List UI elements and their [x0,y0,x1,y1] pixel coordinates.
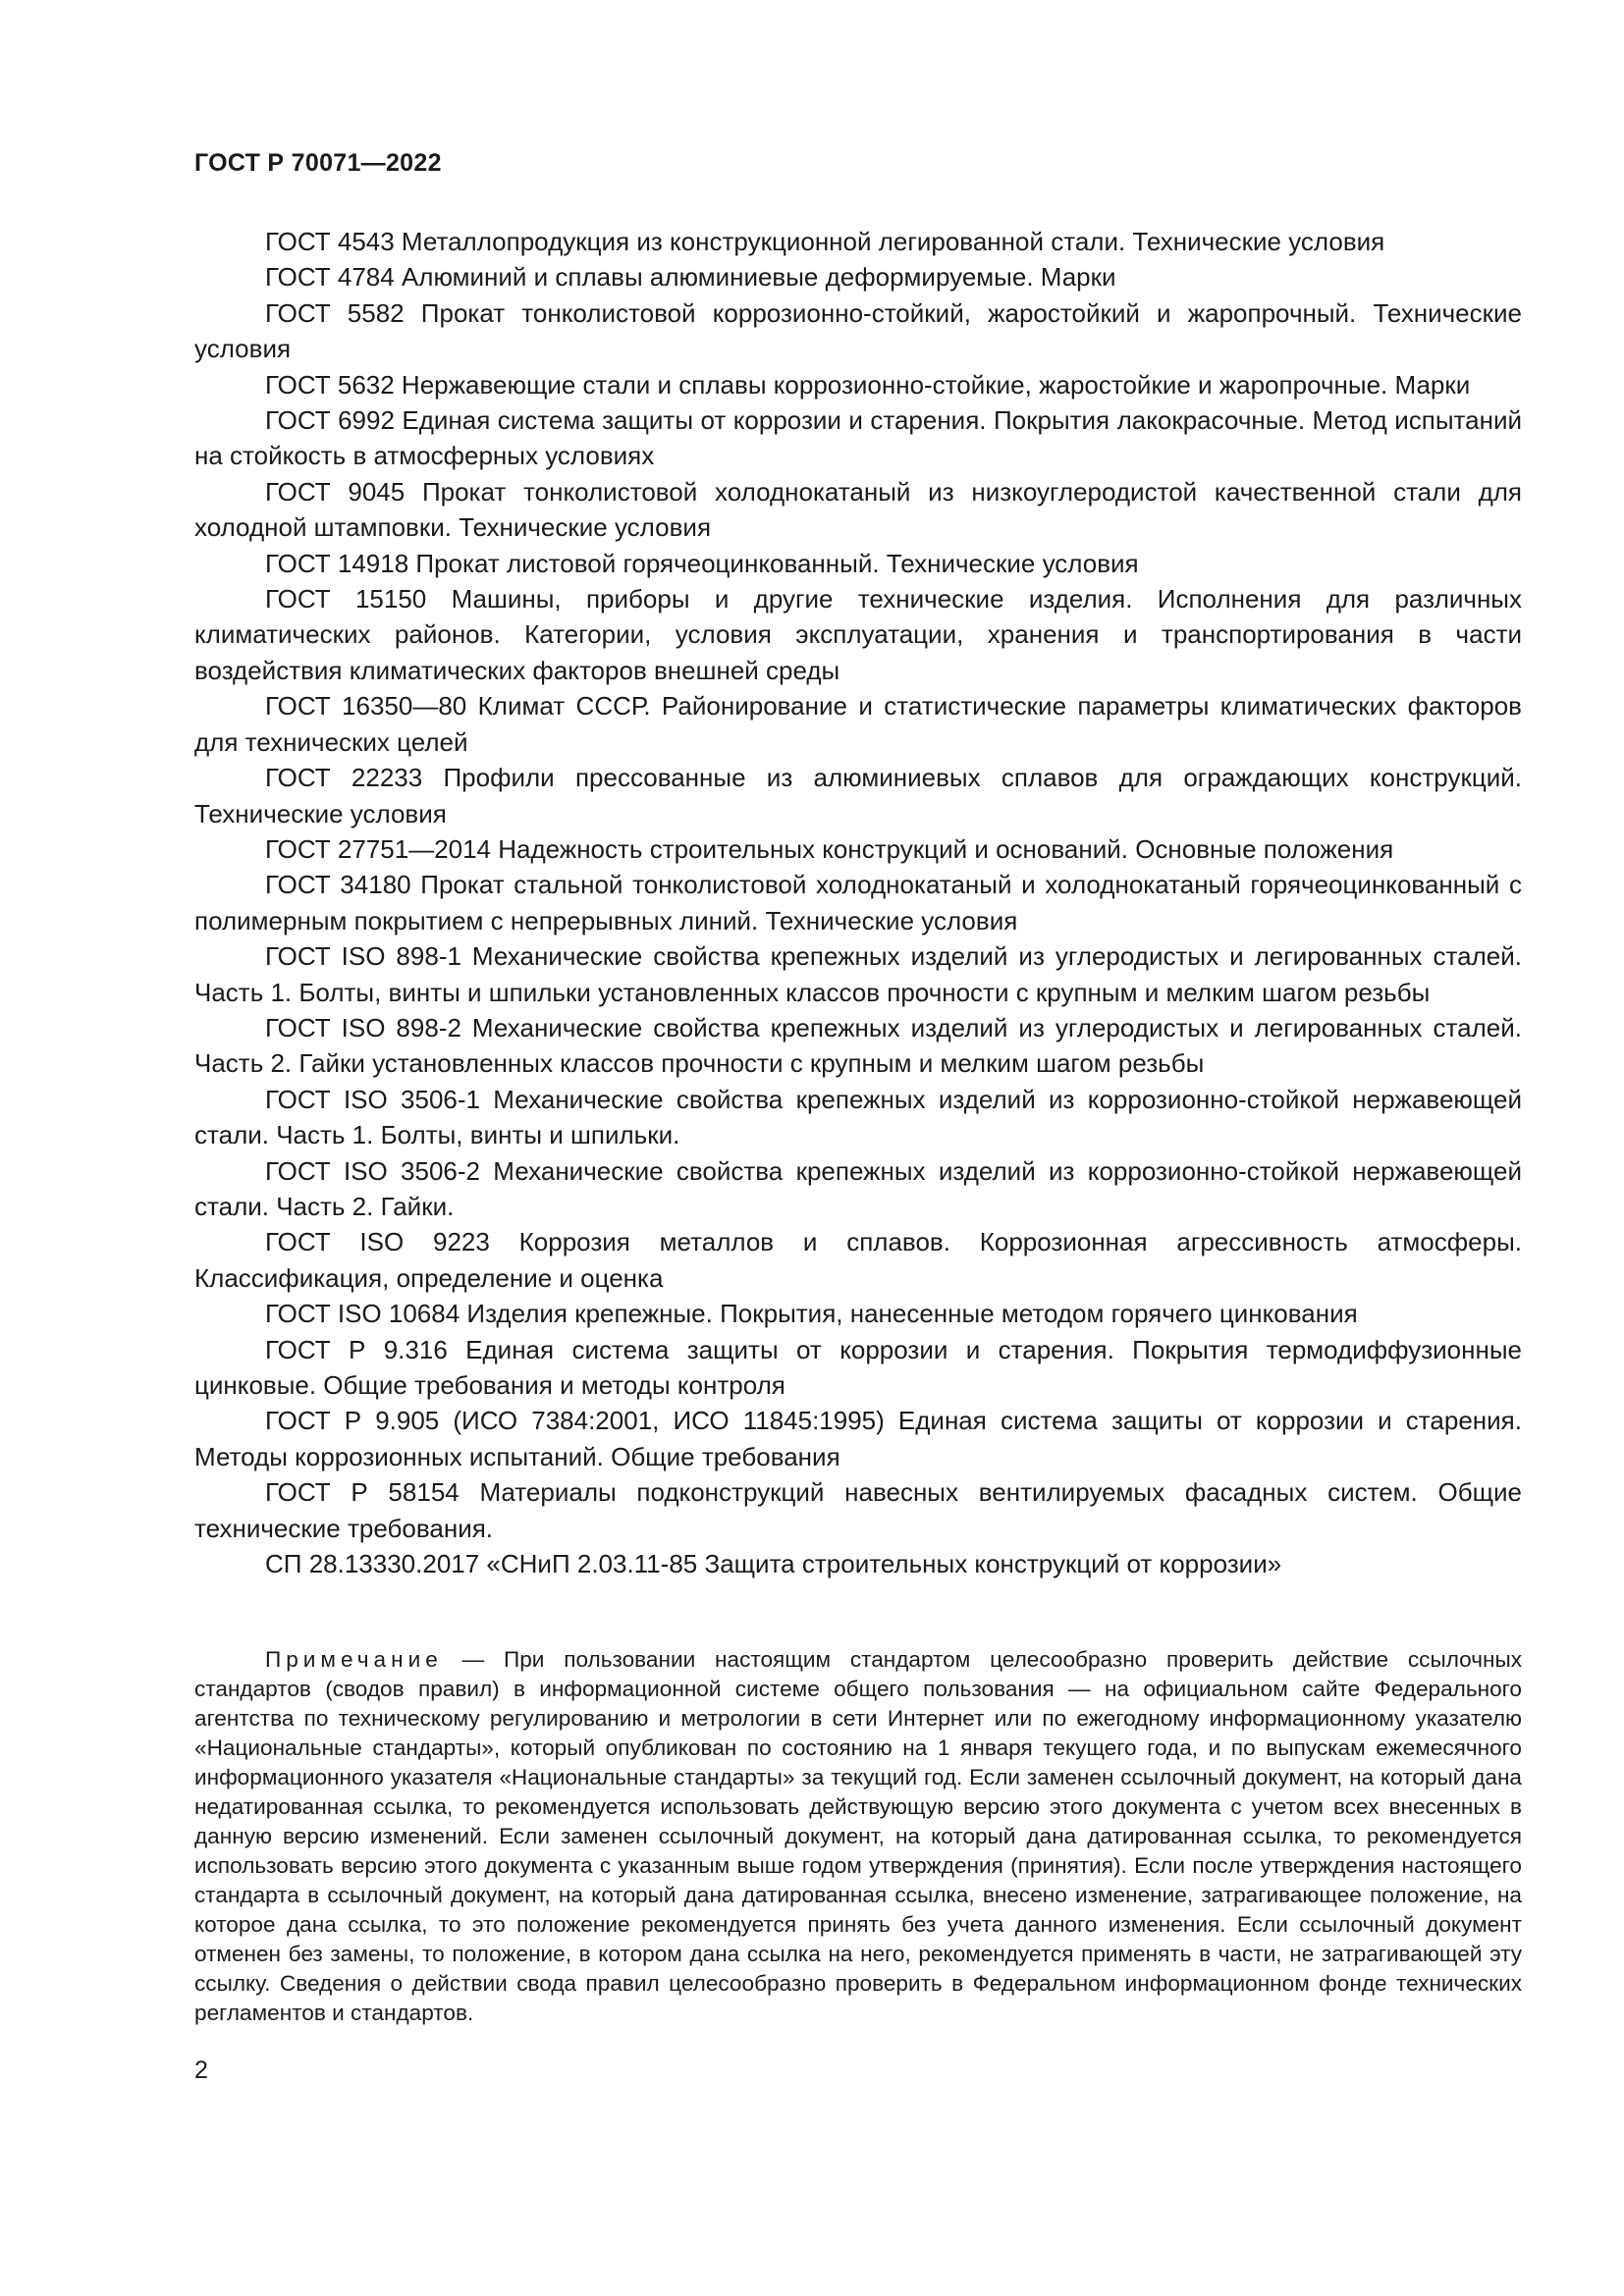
reference-item: ГОСТ 27751—2014 Надежность строительных конструкций и оснований. Основные положения [265,833,1394,864]
reference-item: ГОСТ 15150 Машины, приборы и другие технические изделия. Исполнения для различных климатических районов. Категории, условия эксплуатации, хранения и транспортирования в части воздействия климатических факторов внешней среды [194,584,1522,685]
reference-item: ГОСТ 4543 Металлопродукция из конструкционной легированной стали. Технические условия [265,227,1385,256]
note-paragraph [194,1645,1522,2028]
reference-item: СП 28.13330.2017 «СНиП 2.03.11-85 Защита строительных конструкций от коррозии» [265,1549,1282,1579]
reference-item: ГОСТ 34180 Прокат стальной тонколистовой холоднокатаный и холоднокатаный горячеоцинкованный с полимерным покрытием с непрерывных линий. Технические условия [194,870,1522,935]
reference-item: ГОСТ ISO 9223 Коррозия металлов и сплавов. Коррозионная агрессивность атмосферы. Классификация, определение и оценка [194,1227,1522,1293]
reference-item: ГОСТ 5582 Прокат тонколистовой коррозионно-стойкий, жаростойкий и жаропрочный. Технические условия [194,297,1522,364]
reference-item: ГОСТ 14918 Прокат листовой горячеоцинкованный. Технические условия [265,548,1139,578]
reference-item: ГОСТ ISO 10684 Изделия крепежные. Покрытия, нанесенные методом горячего цинкования [265,1299,1358,1329]
reference-item: ГОСТ 6992 Единая система защиты от коррозии и старения. Покрытия лакокрасочные. Метод испытаний на стойкость в атмосферных условиях [194,405,1522,471]
reference-item: ГОСТ ISO 3506-2 Механические свойства крепежных изделий из коррозионно-стойкой нержавеющей стали. Часть 2. Гайки. [194,1155,1522,1221]
normative-references-list [194,224,1522,1581]
document-number-header: ГОСТ Р 70071—2022 [194,149,442,177]
reference-item: ГОСТ 5632 Нержавеющие стали и сплавы коррозионно-стойкие, жаростойкие и жаропрочные. Марки [265,369,1471,400]
note-text: — При пользовании настоящим стандартом целесообразно проверить действие ссылочных стандартов (сводов правил) в информационной системе общего пользования — на официальном сайте Федерального агентства по техническому регулированию и метрологии в сети Интернет или по ежегодному информационному указателю «Национальные стандарты», который опубликован по состоянию на 1 января текущего года, и по выпускам ежемесячного информационного указателя «Национальные стандарты» за текущий год. Если заменен ссылочный документ, на который дана недатированная ссылка, то рекомендуется использовать действующую версию этого документа с учетом всех внесенных в данную версию изменений. Если заменен ссылочный документ, на который дана датированная ссылка, то рекомендуется использовать версию этого документа с указанным выше годом утверждения (принятия). Если после утверждения настоящего стандарта в ссылочный документ, на который дана датированная ссылка, внесено изменение, затрагивающее положение, на которое дана ссылка, то это положение рекомендуется принять без учета данного изменения. Если ссылочный документ отменен без замены, то положение, в котором дана ссылка на него, рекомендуется применять в части, не затрагивающей эту ссылку. Сведения о действии свода правил целесообразно проверить в Федеральном информационном фонде технических регламентов и стандартов. [194,1647,1522,2025]
reference-item: ГОСТ 9045 Прокат тонколистовой холоднокатаный из низкоуглеродистой качественной стали для холодной штамповки. Технические условия [194,476,1522,543]
reference-item: ГОСТ ISO 898-1 Механические свойства крепежных изделий из углеродистых и легированных сталей. Часть 1. Болты, винты и шпильки установленных классов прочности с крупным и мелким шагом резьбы [194,941,1522,1007]
reference-item: ГОСТ ISO 898-2 Механические свойства крепежных изделий из углеродистых и легированных сталей. Часть 2. Гайки установленных классов прочности с крупным и мелким шагом резьбы [194,1012,1522,1079]
reference-item: ГОСТ Р 58154 Материалы подконструкций навесных вентилируемых фасадных систем. Общие технические требования. [194,1477,1522,1543]
note-label: Примечание [265,1647,443,1672]
reference-item: ГОСТ Р 9.316 Единая система защиты от коррозии и старения. Покрытия термодиффузионные цинковые. Общие требования и методы контроля [194,1334,1522,1400]
page-number: 2 [194,2056,208,2084]
reference-item: ГОСТ ISO 3506-1 Механические свойства крепежных изделий из коррозионно-стойкой нержавеющей стали. Часть 1. Болты, винты и шпильки. [194,1084,1522,1150]
reference-item: ГОСТ 4784 Алюминий и сплавы алюминиевые деформируемые. Марки [265,262,1116,293]
reference-item: ГОСТ 22233 Профили прессованные из алюминиевых сплавов для ограждающих конструкций. Технические условия [194,763,1522,828]
reference-item: ГОСТ 16350—80 Климат СССР. Районирование и статистические параметры климатических факторов для технических целей [194,691,1522,757]
reference-item: ГОСТ Р 9.905 (ИСО 7384:2001, ИСО 11845:1995) Единая система защиты от коррозии и старения. Методы коррозионных испытаний. Общие требования [194,1406,1522,1471]
